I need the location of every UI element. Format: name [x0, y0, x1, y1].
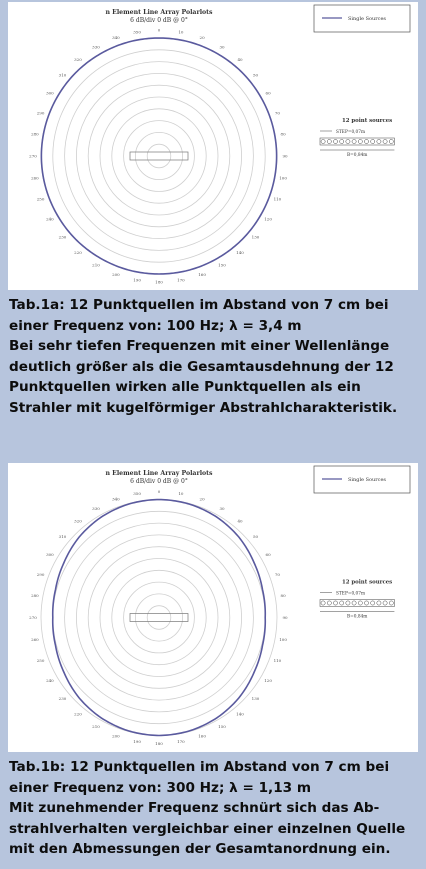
polar-chart-b	[8, 463, 418, 752]
point-source-icon	[346, 139, 350, 143]
point-source-icon	[377, 601, 381, 605]
angle-tick-label: 170	[177, 277, 185, 283]
angle-tick-label: 210	[92, 724, 100, 729]
angle-tick-label: 250	[36, 658, 45, 663]
angle-tick-label: 290	[36, 110, 45, 116]
angle-tick-label: 240	[46, 216, 54, 222]
caption-a-line: Punktquellen wirken alle Punktquellen als ein	[9, 379, 361, 395]
point-source-icon	[364, 601, 368, 605]
angle-tick-label: 250	[36, 196, 45, 202]
point-source-icon	[358, 601, 362, 605]
angle-tick-label: 120	[264, 677, 272, 683]
point-source-icon	[321, 139, 325, 143]
chart-title: n Element Line Array Polarlots	[105, 470, 213, 477]
angle-tick-label: 190	[133, 739, 141, 744]
point-source-icon	[346, 601, 350, 605]
angle-tick-label: 200	[112, 733, 120, 739]
angle-tick-label: 310	[58, 72, 67, 78]
angle-tick-label: 170	[177, 739, 185, 744]
angle-tick-label: 320	[74, 518, 82, 524]
angle-tick-label: 120	[264, 216, 272, 222]
grid-ring	[124, 582, 195, 653]
angle-tick-label: 230	[58, 234, 67, 240]
angle-tick-label: 340	[112, 496, 120, 502]
legend-label: Single Sources	[348, 16, 386, 22]
point-source-icon	[352, 139, 356, 143]
point-source-icon	[389, 139, 393, 143]
angle-tick-label: 180	[155, 279, 163, 285]
angle-tick-label: 50	[252, 533, 259, 539]
angle-tick-label: 110	[273, 658, 282, 663]
point-source-icon	[327, 601, 331, 605]
caption-b-line: Mit zunehmender Frequenz schnürt sich das Ab-	[9, 800, 380, 816]
caption-a-line: einer Frequenz von: 100 Hz; λ = 3,4 m	[9, 317, 302, 334]
angle-tick-label: 40	[237, 518, 243, 524]
point-source-icon	[333, 139, 337, 143]
angle-tick-label: 270	[29, 614, 37, 620]
point-source-icon	[377, 139, 381, 143]
grid-ring	[112, 570, 206, 664]
polar-chart-svg	[8, 2, 418, 290]
angle-tick-label: 60	[265, 90, 271, 96]
angle-tick-label: 320	[74, 56, 82, 62]
angle-tick-label: 200	[112, 271, 120, 277]
caption-b-line: einer Frequenz von: 300 Hz; λ = 1,13 m	[9, 779, 312, 796]
angle-tick-label: 350	[133, 29, 141, 35]
chart-title: n Element Line Array Polarlots	[105, 9, 213, 16]
angle-tick-label: 100	[279, 636, 287, 642]
angle-tick-label: 20	[199, 35, 205, 40]
angle-tick-label: 230	[58, 695, 67, 701]
angle-tick-label: 190	[133, 277, 141, 283]
angle-tick-label: 340	[112, 35, 120, 40]
caption-a-line: Strahler mit kugelförmiger Abstrahlcharakteristik.	[9, 399, 398, 416]
angle-tick-label: 330	[92, 505, 100, 511]
angle-tick-label: 80	[280, 593, 286, 598]
length-label: B=0,84m	[346, 614, 368, 620]
grid-ring	[147, 606, 171, 630]
grid-ring	[88, 547, 230, 689]
point-source-icon	[327, 139, 331, 143]
angle-tick-label: 160	[198, 271, 206, 277]
angle-tick-label: 30	[219, 505, 225, 511]
angle-tick-label: 40	[237, 56, 243, 62]
caption-a-line: Tab.1a: 12 Punktquellen im Abstand von 7 cm bei	[9, 297, 389, 313]
angle-tick-label: 260	[31, 175, 39, 181]
angle-tick-label: 110	[273, 196, 282, 202]
angle-tick-label: 300	[46, 551, 54, 557]
angle-tick-label: 150	[218, 262, 226, 268]
chart-subtitle: 6 dB/div 0 dB @ 0°	[130, 17, 188, 24]
length-label: B=0,84m	[346, 153, 368, 158]
angle-tick-label: 220	[74, 711, 82, 717]
angle-tick-label: 30	[219, 44, 225, 50]
angle-tick-label: 80	[280, 131, 286, 137]
grid-ring	[100, 559, 218, 677]
grid-ring	[53, 50, 265, 262]
point-source-icon	[371, 601, 375, 605]
caption-b-line: strahlverhalten vergleichbar einer einzelnen Quelle	[9, 820, 406, 837]
angle-tick-label: 140	[236, 249, 244, 255]
polar-chart-svg	[8, 463, 418, 752]
array-marker	[130, 614, 188, 622]
angle-tick-label: 90	[282, 153, 288, 159]
grid-ring	[135, 594, 182, 641]
angle-tick-label: 310	[58, 533, 67, 539]
angle-tick-label: 70	[274, 571, 280, 577]
angle-tick-label: 130	[251, 234, 260, 240]
angle-tick-label: 280	[31, 593, 39, 598]
caption-a	[9, 295, 421, 418]
grid-ring	[135, 132, 182, 179]
angle-tick-label: 240	[46, 677, 54, 683]
caption-b-line: Tab.1b: 12 Punktquellen im Abstand von 7 cm bei	[9, 759, 390, 775]
grid-ring	[100, 97, 218, 215]
point-source-icon	[383, 601, 387, 605]
angle-tick-label: 180	[155, 740, 163, 746]
angle-tick-label: 280	[31, 131, 39, 137]
angle-tick-label: 330	[92, 44, 100, 50]
angle-tick-label: 20	[199, 496, 205, 502]
angle-tick-label: 300	[46, 90, 54, 96]
grid-ring	[88, 85, 230, 227]
grid-ring	[65, 62, 254, 251]
grid-ring	[147, 144, 171, 168]
angle-tick-label: 50	[252, 72, 259, 78]
angle-tick-label: 290	[36, 571, 45, 577]
grid-ring	[65, 523, 254, 712]
angle-tick-label: 100	[279, 175, 287, 181]
angle-tick-label: 130	[251, 695, 260, 701]
grid-ring	[76, 535, 241, 700]
point-source-icon	[371, 139, 375, 143]
angle-tick-label: 350	[133, 490, 141, 496]
angle-tick-label: 90	[282, 614, 288, 620]
angle-tick-label: 160	[198, 733, 206, 739]
angle-tick-label: 260	[31, 636, 39, 642]
angle-tick-label: 220	[74, 249, 82, 255]
grid-ring	[53, 511, 265, 723]
angle-tick-label: 150	[218, 724, 226, 729]
angle-tick-label: 10	[178, 29, 184, 35]
caption-b-line: mit den Abmessungen der Gesamtanordnung ein.	[9, 841, 391, 857]
point-source-icon	[358, 139, 362, 143]
point-source-icon	[352, 601, 356, 605]
caption-a-line: Bei sehr tiefen Frequenzen mit einer Wellenlänge	[9, 338, 390, 354]
caption-b	[9, 757, 421, 860]
angle-tick-label: 0	[157, 488, 161, 494]
point-source-icon	[333, 601, 337, 605]
point-source-icon	[340, 139, 344, 143]
legend-label: Single Sources	[348, 477, 386, 483]
point-source-icon	[340, 601, 344, 605]
grid-ring	[124, 121, 195, 192]
angle-tick-label: 60	[265, 551, 271, 557]
step-label: STEP=0,07m	[336, 591, 366, 597]
chart-subtitle: 6 dB/div 0 dB @ 0°	[130, 478, 188, 485]
array-marker	[130, 152, 188, 160]
point-source-icon	[364, 139, 368, 143]
angle-tick-label: 270	[29, 153, 37, 159]
sources-title: 12 point sources	[342, 579, 393, 586]
angle-tick-label: 210	[92, 262, 100, 268]
sources-title: 12 point sources	[342, 118, 393, 124]
point-source-icon	[389, 601, 393, 605]
angle-tick-label: 0	[157, 27, 161, 33]
grid-ring	[112, 109, 206, 203]
angle-tick-label: 70	[274, 110, 280, 116]
grid-ring	[76, 73, 241, 238]
angle-tick-label: 10	[178, 490, 184, 496]
step-label: STEP=0,07m	[336, 130, 366, 135]
point-source-icon	[383, 139, 387, 143]
point-source-icon	[321, 601, 325, 605]
polar-chart-a	[8, 2, 418, 290]
caption-a-line: deutlich größer als die Gesamtausdehnung der 12	[9, 358, 394, 375]
angle-tick-label: 140	[236, 711, 244, 717]
